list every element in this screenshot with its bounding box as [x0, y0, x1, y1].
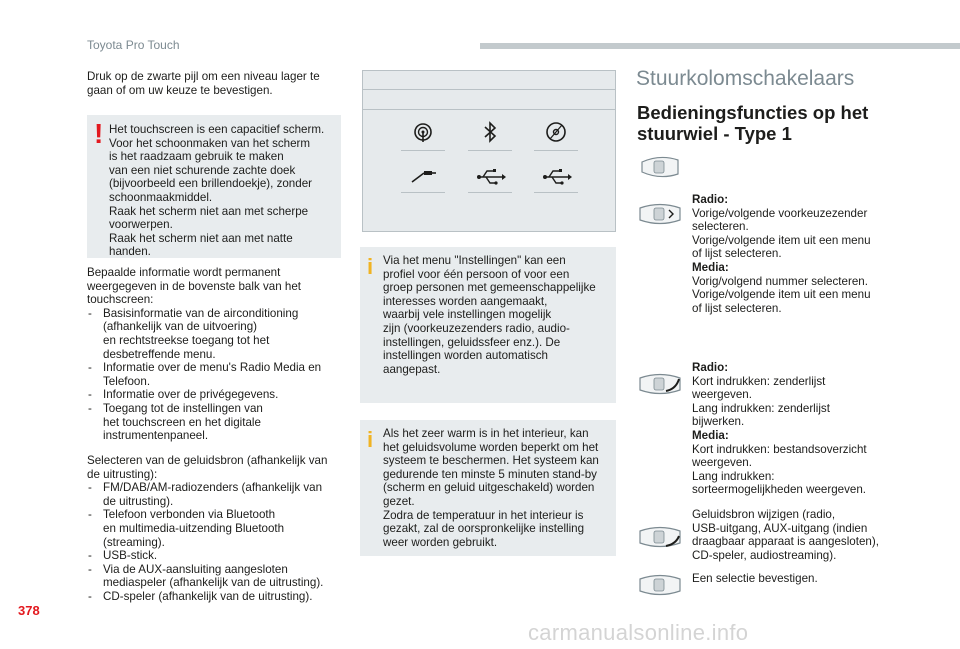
aux-icon — [406, 163, 440, 193]
text-line: het touchscreen en het digitale — [103, 415, 261, 429]
text-line: weergeven. — [692, 456, 752, 470]
intro-text: Druk op de zwarte pijl om een niveau lager te gaan of om uw keuze te bevestigen. — [87, 70, 320, 97]
text-line: Via het menu "Instellingen" kan een — [383, 254, 566, 267]
radio-icon — [406, 118, 440, 148]
desc-radio-media-list — [692, 361, 892, 497]
text-line: profiel voor één persoon of voor een — [383, 267, 570, 281]
text-line: gezet. — [383, 494, 415, 508]
text-line: - CD-speler (afhankelijk van de uitrusting). — [103, 589, 313, 603]
section-title: Stuurkolomschakelaars — [636, 67, 855, 90]
text-line: Selecteren van de geluidsbron (afhankelijk van — [87, 454, 328, 467]
permanent-info-intro — [87, 266, 343, 307]
text-line: mediaspeler (afhankelijk van de uitrusting). — [103, 576, 324, 590]
text-line: waarbij vele instellingen mogelijk — [383, 308, 552, 322]
info-icon: i — [367, 254, 374, 279]
list-item — [87, 307, 343, 361]
text-line: Media: — [692, 428, 729, 442]
text-line: (afhankelijk van de uitvoering) — [103, 320, 258, 334]
text-line: de uitrusting): — [87, 467, 158, 481]
text-line: voorwerpen. — [109, 218, 173, 232]
text-line: en multimedia-uitzending Bluetooth — [103, 521, 285, 535]
info-box-temperature — [360, 420, 616, 556]
list-item — [87, 549, 343, 563]
text-line: (scherm en geluid uitgeschakeld) worden — [383, 481, 595, 495]
text-line: Zodra de temperatuur in het interieur is — [383, 508, 584, 522]
text-line: touchscreen: — [87, 293, 154, 307]
text-line: en rechtstreekse toegang tot het — [103, 333, 270, 347]
permanent-info-list — [87, 307, 343, 443]
text-line: weergeven. — [692, 388, 752, 402]
usb-icon — [539, 163, 573, 193]
text-line: Vorige/volgende item uit een menu — [692, 233, 871, 247]
desc-confirm — [692, 572, 892, 586]
text-line: instellingen, geluidssfeer enz.). De — [383, 335, 561, 349]
text-line: Lang indrukken: — [692, 469, 775, 483]
text-line: Het touchscreen is een capacitief scherm. — [109, 123, 325, 136]
list-item — [87, 563, 343, 590]
source-intro — [87, 454, 343, 481]
list-item — [87, 590, 343, 604]
desc-radio-media-prev-next — [692, 193, 892, 315]
text-line: Lang indrukken: zenderlijst — [692, 401, 830, 415]
text-line: - Toegang tot de instellingen van — [103, 401, 263, 415]
text-line: weergegeven in de bovenste balk van het — [87, 279, 301, 293]
permanent-info-section — [87, 266, 343, 443]
text-line: systeem te beschermen. Het systeem kan — [383, 454, 599, 468]
text-line: het geluidsvolume worden beperkt om het — [383, 440, 599, 454]
info-settings-text — [383, 254, 611, 376]
section-subtitle — [637, 102, 887, 144]
info-temperature-text — [383, 427, 611, 549]
list-item — [87, 388, 343, 402]
text-line: weer worden gebruikt. — [383, 535, 498, 549]
steering-switch-icon — [636, 522, 684, 552]
bluetooth-icon — [473, 118, 507, 148]
info-box-settings — [360, 247, 616, 403]
list-item — [87, 508, 343, 549]
text-line: Vorige/volgende item uit een menu — [692, 288, 871, 302]
steering-switch-icon — [636, 369, 684, 399]
text-line: of lijst selecteren. — [692, 247, 782, 261]
list-item — [87, 481, 343, 508]
text-line: instellingen worden automatisch — [383, 349, 548, 363]
text-line: Media: — [692, 260, 729, 274]
header-title: Toyota Pro Touch — [87, 38, 180, 52]
text-line: groep personen met gemeenschappelijke — [383, 281, 596, 295]
cd-icon — [539, 118, 573, 148]
text-line: schoonmaakmiddel. — [109, 190, 213, 204]
text-line: - Informatie over de privégegevens. — [103, 388, 279, 402]
text-line: de uitrusting). — [103, 494, 174, 508]
page-number: 378 — [18, 603, 40, 618]
text-line: Als het zeer warm is in het interieur, kan — [383, 427, 589, 440]
text-line: is het raadzaam gebruik te maken — [109, 150, 284, 164]
text-line: aangepast. — [383, 362, 441, 376]
steering-switch-icon — [636, 152, 684, 182]
text-line: sorteermogelijkheden weergeven. — [692, 483, 867, 497]
text-line: Geluidsbron wijzigen (radio, — [692, 508, 836, 521]
text-line: stuurwiel - Type 1 — [637, 123, 792, 144]
text-line: gezakt, zal de oorspronkelijke instelling — [383, 522, 585, 536]
text-line: Vorig/volgend nummer selecteren. — [692, 274, 868, 288]
text-line: (bijvoorbeeld een brillendoekje), zonder — [109, 177, 313, 191]
text-line: Bepaalde informatie wordt permanent — [87, 266, 281, 279]
text-line: selecteren. — [692, 220, 749, 234]
text-line: Raak het scherm niet aan met scherpe — [109, 204, 309, 218]
text-line: (streaming). — [103, 535, 165, 549]
text-line: of lijst selecteren. — [692, 301, 782, 315]
source-list — [87, 481, 343, 603]
warning-icon: ! — [94, 118, 104, 149]
steering-switch-icon — [636, 570, 684, 600]
text-line: Radio: — [692, 193, 729, 206]
text-line: - Telefoon verbonden via Bluetooth — [103, 508, 276, 522]
text-line: - Via de AUX-aansluiting aangesloten — [103, 562, 288, 576]
text-line: Radio: — [692, 361, 729, 374]
text-line: bijwerken. — [692, 415, 745, 429]
text-line: Kort indrukken: zenderlijst — [692, 374, 826, 388]
warning-text — [109, 123, 335, 259]
source-section — [87, 454, 343, 604]
touchscreen-illustration — [362, 70, 616, 232]
steering-switch-icon — [636, 199, 684, 229]
text-line: instrumentenpaneel. — [103, 429, 209, 443]
text-line: CD-speler, audiostreaming). — [692, 548, 837, 562]
text-line: - Informatie over de menu's Radio Media en — [103, 361, 322, 375]
desc-audio-source — [692, 508, 892, 562]
text-line: Raak het scherm niet aan met natte — [109, 231, 293, 245]
text-line: Kort indrukken: bestandsoverzicht — [692, 442, 867, 456]
text-line: zijn (voorkeuzezenders radio, audio- — [383, 321, 570, 335]
text-line: van een niet schurende zachte doek — [109, 163, 296, 177]
list-item — [87, 361, 343, 388]
info-icon: i — [367, 427, 374, 452]
header-bar — [480, 43, 960, 49]
text-line: handen. — [109, 245, 151, 259]
text-line: Een selectie bevestigen. — [692, 572, 818, 585]
text-line: gedurende ten minste 5 minuten stand-by — [383, 467, 597, 481]
text-line: - Basisinformatie van de airconditioning — [103, 306, 299, 320]
text-line: - FM/DAB/AM-radiozenders (afhankelijk van — [103, 481, 323, 495]
watermark: carmanualsonline.info — [528, 620, 749, 645]
list-item — [87, 402, 343, 443]
text-line: USB-uitgang, AUX-uitgang (indien — [692, 521, 868, 535]
text-line: interesses worden aangemaakt, — [383, 294, 548, 308]
text-line: Vorige/volgende voorkeuzezender — [692, 206, 868, 220]
warning-box — [87, 115, 341, 258]
text-line: - USB-stick. — [103, 549, 158, 563]
text-line: Bedieningsfuncties op het — [637, 102, 869, 123]
text-line: Voor het schoonmaken van het scherm — [109, 136, 311, 150]
text-line: Telefoon. — [103, 374, 151, 388]
usb-icon — [473, 163, 507, 193]
text-line: draagbaar apparaat is aangesloten), — [692, 535, 879, 549]
text-line: desbetreffende menu. — [103, 347, 216, 361]
